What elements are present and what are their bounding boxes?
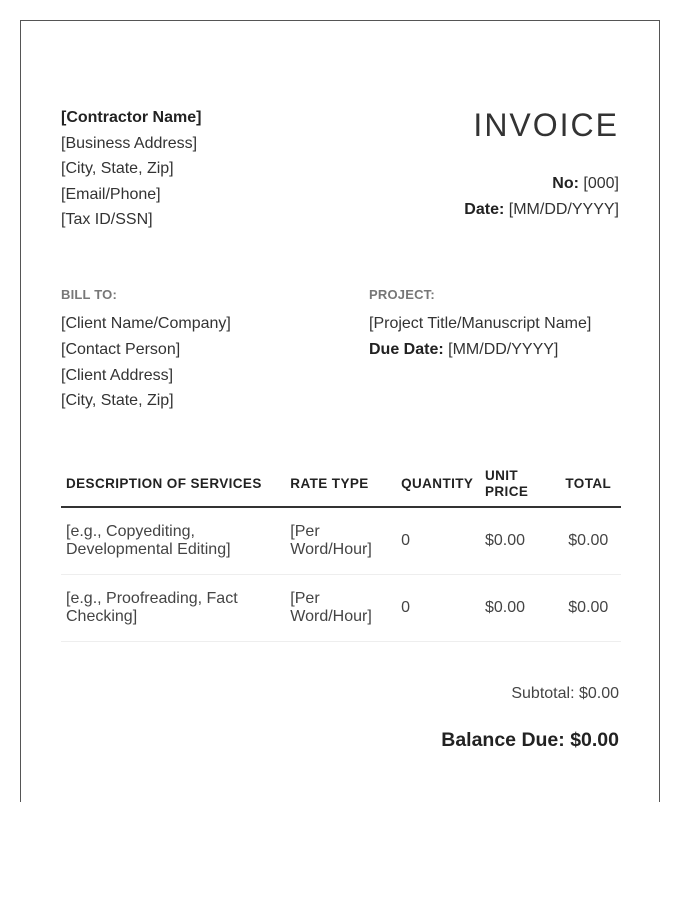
- contractor-tax-id: [Tax ID/SSN]: [61, 211, 153, 229]
- bill-to-block: [61, 311, 231, 414]
- table-row: [61, 575, 621, 642]
- subtotal: Subtotal: $0.00: [511, 685, 619, 702]
- row-unit-price: $0.00: [480, 575, 556, 642]
- row-quantity: 0: [396, 507, 480, 575]
- invoice-date-line: [464, 197, 619, 223]
- table-row: [61, 507, 621, 575]
- contractor-block: [61, 105, 201, 233]
- project-block: [369, 311, 591, 363]
- header-quantity: QUANTITY: [396, 461, 480, 507]
- client-city-state-zip: [City, State, Zip]: [61, 392, 174, 410]
- balance-due: Balance Due: $0.00: [441, 729, 619, 751]
- client-name: [Client Name/Company]: [61, 315, 231, 332]
- client-contact: [Contact Person]: [61, 340, 181, 358]
- project-due-label: Due Date:: [369, 340, 444, 358]
- header-rate-type: RATE TYPE: [285, 461, 396, 507]
- invoice-date-label: Date:: [464, 201, 505, 218]
- services-table: [61, 461, 621, 642]
- row-total: $0.00: [556, 507, 621, 575]
- invoice-date-value: [MM/DD/YYYY]: [508, 201, 619, 218]
- header-total: TOTAL: [556, 461, 621, 507]
- invoice-number-label: No:: [552, 175, 579, 192]
- invoice-meta: [464, 171, 619, 223]
- table-header-row: [61, 461, 621, 507]
- contractor-city-state-zip: [City, State, Zip]: [61, 160, 174, 178]
- project-title: [Project Title/Manuscript Name]: [369, 315, 592, 332]
- project-label: PROJECT:: [369, 287, 435, 302]
- contractor-email-phone: [Email/Phone]: [61, 185, 161, 203]
- row-quantity: 0: [396, 575, 480, 642]
- invoice-page: [20, 20, 660, 802]
- bill-to-label: BILL TO:: [61, 287, 118, 302]
- row-description: [e.g., Copyediting, Developmental Editing]: [61, 507, 285, 575]
- contractor-address: [Business Address]: [61, 134, 198, 152]
- row-unit-price: $0.00: [480, 507, 556, 575]
- row-rate-type: [Per Word/Hour]: [285, 575, 396, 642]
- invoice-title: INVOICE: [473, 107, 619, 143]
- project-due-value: [MM/DD/YYYY]: [448, 340, 559, 358]
- row-rate-type: [Per Word/Hour]: [285, 507, 396, 575]
- invoice-number-line: [464, 171, 619, 197]
- row-total: $0.00: [556, 575, 621, 642]
- row-description: [e.g., Proofreading, Fact Checking]: [61, 575, 285, 642]
- project-due-line: [369, 337, 591, 363]
- invoice-number-value: [000]: [583, 175, 619, 192]
- header-description: DESCRIPTION OF SERVICES: [61, 461, 285, 507]
- contractor-name: [Contractor Name]: [61, 109, 202, 126]
- client-address: [Client Address]: [61, 366, 174, 384]
- header-unit-price: UNIT PRICE: [480, 461, 556, 507]
